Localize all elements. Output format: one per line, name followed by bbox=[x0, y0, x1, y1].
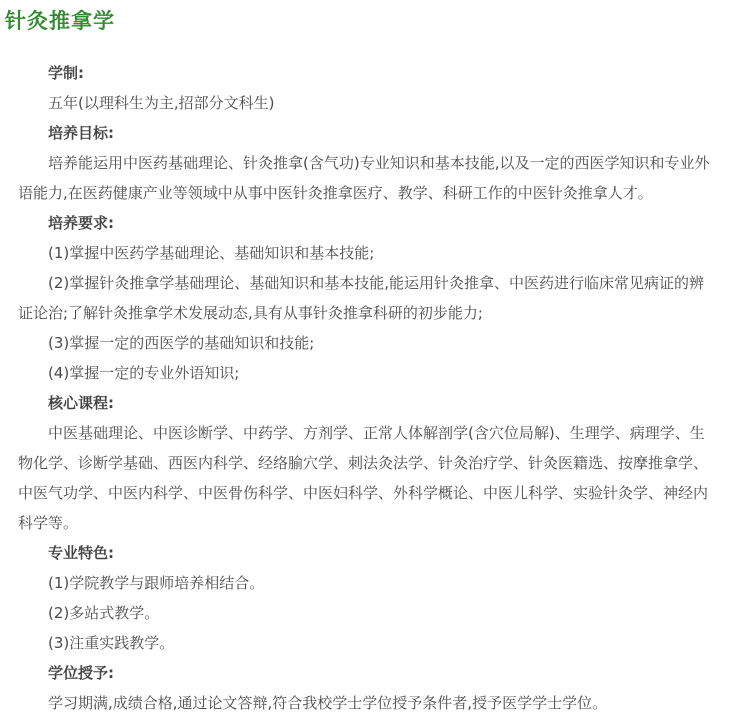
section-heading-core-courses: 核心课程: bbox=[48, 394, 114, 412]
section-core-courses bbox=[18, 388, 715, 538]
page-title: 针灸推拿学 bbox=[5, 9, 115, 33]
section-major-features bbox=[18, 538, 715, 658]
paragraph-duration: 五年(以理科生为主,招部分文科生) bbox=[48, 94, 275, 112]
paragraph-degree-conferred: 学习期满,成绩合格,通过论文答辩,符合我校学士学位授予条件者,授予医学学士学位。 bbox=[48, 694, 608, 712]
paragraph-requirement-1: (1)掌握中医药学基础理论、基础知识和基本技能; bbox=[48, 244, 375, 262]
section-heading-training-requirements: 培养要求: bbox=[48, 214, 114, 232]
section-training-goal bbox=[18, 118, 715, 208]
paragraph-requirement-3: (3)掌握一定的西医学的基础知识和技能; bbox=[48, 334, 315, 352]
paragraph-feature-3: (3)注重实践教学。 bbox=[48, 634, 175, 652]
section-heading-duration: 学制: bbox=[48, 64, 84, 82]
section-heading-training-goal: 培养目标: bbox=[48, 124, 114, 142]
section-duration bbox=[18, 58, 715, 118]
paragraph-core-courses: 中医基础理论、中医诊断学、中药学、方剂学、正常人体解剖学(含穴位局解)、生理学、病理学、生物化学、诊断学基础、西医内科学、经络腧穴学、刺法灸法学、针灸治疗学、针灸医籍选、按摩推拿学、中医气功学、中医内科学、中医骨伤科学、中医妇科学、外科学概论、中医儿科学、实验针灸学、神经内科学等。 bbox=[18, 424, 709, 532]
section-heading-major-features: 专业特色: bbox=[48, 544, 114, 562]
paragraph-feature-2: (2)多站式教学。 bbox=[48, 604, 160, 622]
paragraph-feature-1: (1)学院教学与跟师培养相结合。 bbox=[48, 574, 265, 592]
program-content bbox=[5, 58, 731, 718]
section-training-requirements bbox=[18, 208, 715, 388]
paragraph-training-goal: 培养能运用中医药基础理论、针灸推拿(含气功)专业知识和基本技能,以及一定的西医学知识和专业外语能力,在医药健康产业等领域中从事中医针灸推拿医疗、教学、科研工作的中医针灸推拿人才。 bbox=[18, 154, 710, 202]
section-degree-conferred bbox=[18, 658, 715, 718]
section-heading-degree-conferred: 学位授予: bbox=[48, 664, 114, 682]
paragraph-requirement-2: (2)掌握针灸推拿学基础理论、基础知识和基本技能,能运用针灸推拿、中医药进行临床常见病证的辨证论治;了解针灸推拿学术发展动态,具有从事针灸推拿科研的初步能力; bbox=[18, 274, 705, 322]
paragraph-requirement-4: (4)掌握一定的专业外语知识; bbox=[48, 364, 240, 382]
